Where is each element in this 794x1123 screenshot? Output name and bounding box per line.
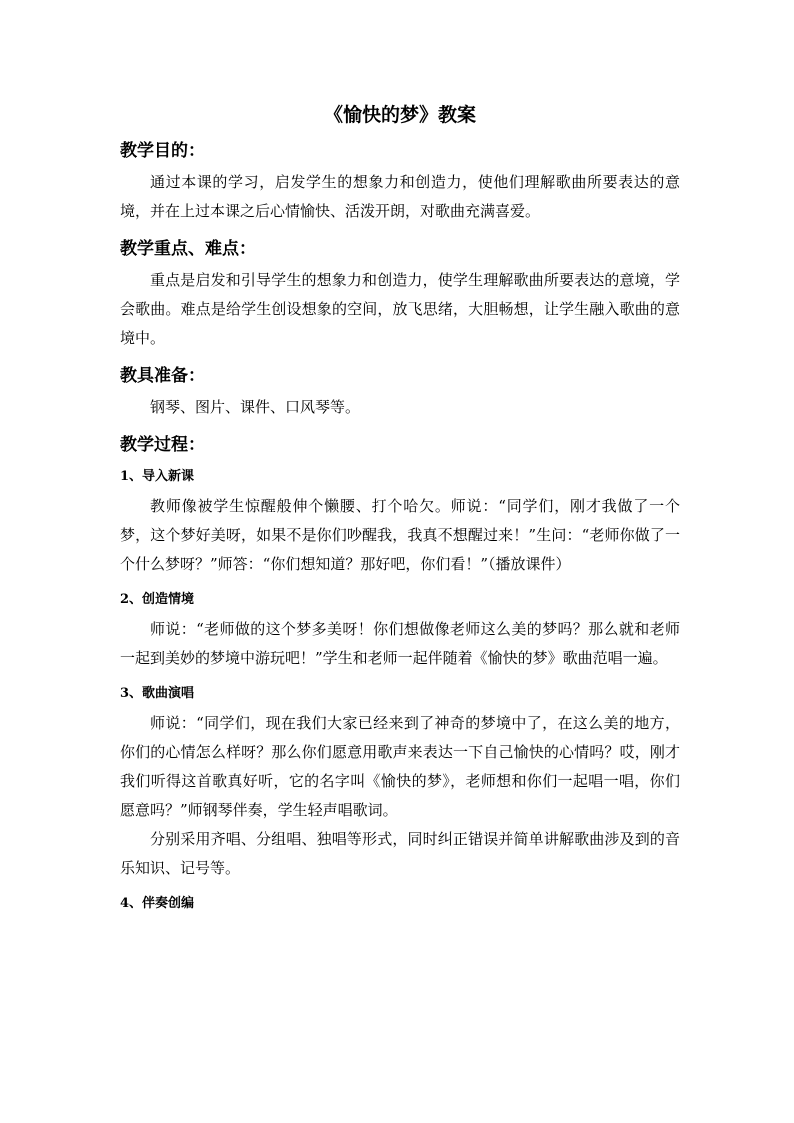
step-heading: 1、导入新课 (120, 469, 195, 484)
step-text-continued: 分别采用齐唱、分组唱、独唱等形式，同时纠正错误并简单讲解歌曲涉及到的音乐知识、记号等。 (120, 830, 680, 877)
goal-heading: 教学目的： (120, 141, 205, 161)
focus-heading: 教学重点、难点： (120, 239, 256, 259)
tools-heading: 教具准备： (120, 366, 205, 386)
focus-text: 重点是启发和引导学生的想象力和创造力，使学生理解歌曲所要表达的意境，学会歌曲。难点是给学生创设想象的空间，放飞思绪，大胆畅想，让学生融入歌曲的意境中。 (120, 271, 680, 347)
step-text: 教师像被学生惊醒般伸个懒腰、打个哈欠。师说：“同学们，刚才我做了一个梦，这个梦好美呀，如果不是你们吵醒我，我真不想醒过来！”生问：“老师你做了一个什么梦呀？”师答：“你们想知道？那好吧，你们看！”（播放课件） (120, 497, 680, 573)
tools-text: 钢琴、图片、课件、口风琴等。 (150, 398, 361, 416)
step-text: 师说：“老师做的这个梦多美呀！你们想做像老师这么美的梦吗？那么就和老师一起到美妙的梦境中游玩吧！”学生和老师一起伴随着《愉快的梦》歌曲范唱一遍。 (120, 620, 680, 667)
document-page (120, 100, 680, 919)
document-title: 《愉快的梦》教案 (323, 104, 476, 126)
step-heading: 2、创造情境 (120, 592, 195, 607)
step-heading: 4、伴奏创编 (120, 896, 195, 911)
process-heading: 教学过程： (120, 435, 205, 455)
goal-text: 通过本课的学习，启发学生的想象力和创造力，使他们理解歌曲所要表达的意境，并在上过本课之后心情愉快、活泼开朗，对歌曲充满喜爱。 (120, 173, 680, 220)
step-text: 师说：“同学们，现在我们大家已经来到了神奇的梦境中了，在这么美的地方，你们的心情怎么样呀？那么你们愿意用歌声来表达一下自己愉快的心情吗？哎，刚才我们听得这首歌真好听，它的名字叫《愉快的梦》，老师想和你们一起唱一唱，你们愿意吗？”师钢琴伴奏，学生轻声唱歌词。 (120, 714, 680, 819)
step-heading: 3、歌曲演唱 (120, 686, 195, 701)
